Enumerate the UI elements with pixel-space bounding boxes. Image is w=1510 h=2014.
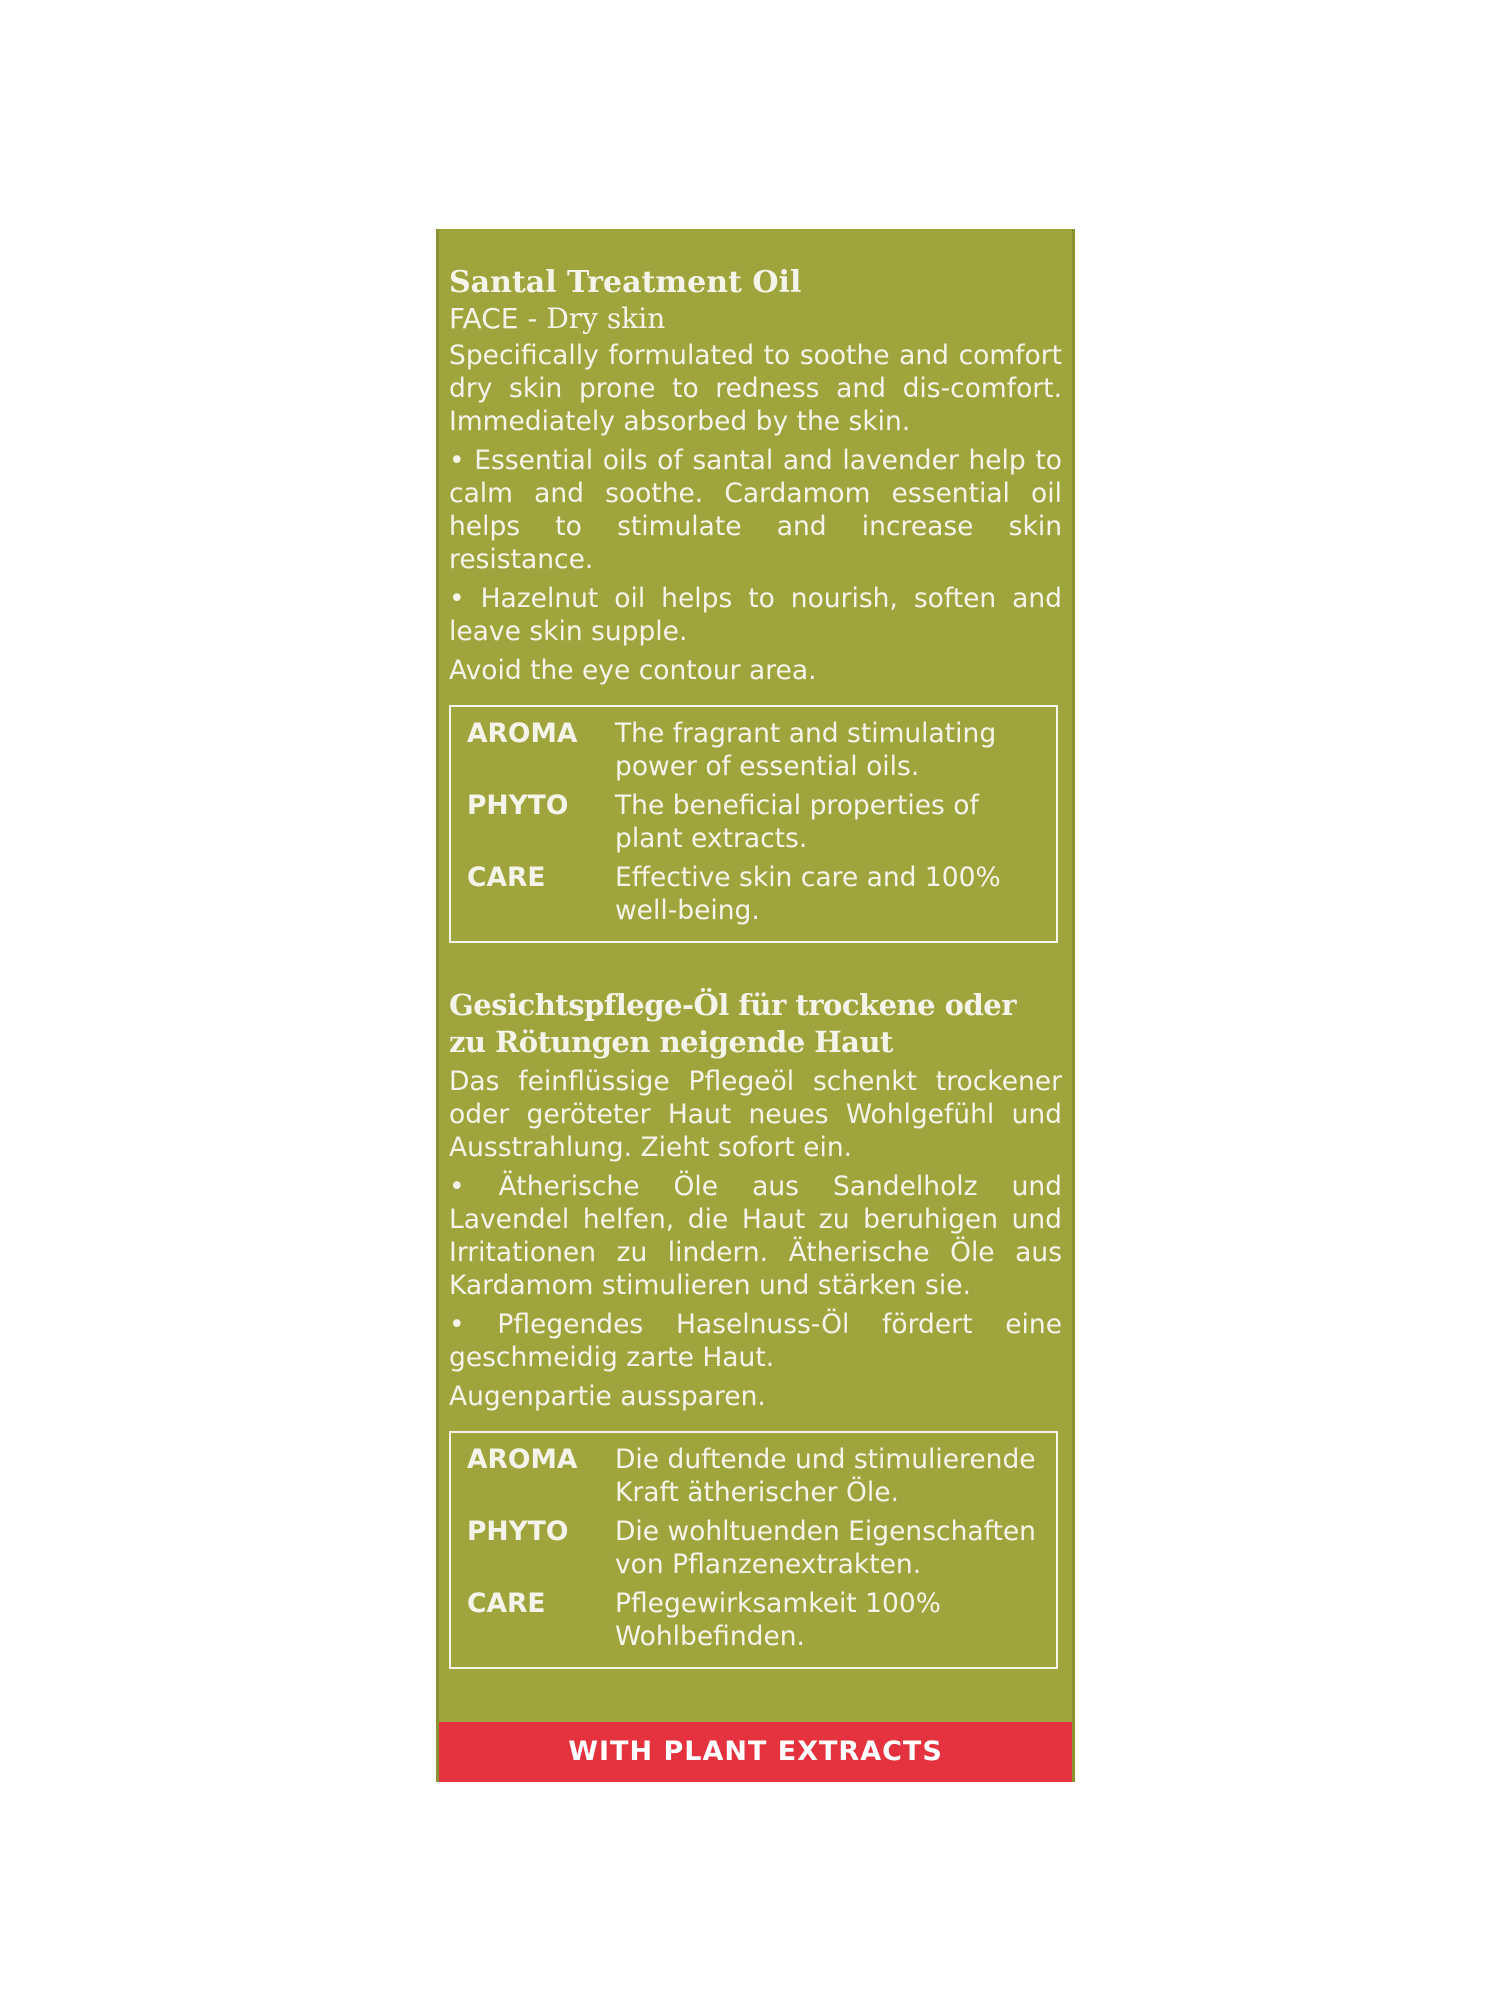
german-description: Das feinflüssige Pflegeöl schenkt trockener oder geröteter Haut neues Wohlgefühl und Ausstrahlung. Zieht sofort ein. [449,1066,1062,1163]
english-benefits-box [449,705,1058,943]
english-usage-note: Avoid the eye contour area. [449,655,817,686]
benefit-row-phyto [467,1515,1044,1581]
product-title: Santal Treatment Oil [449,265,802,300]
german-benefits-box [449,1431,1058,1669]
benefit-key: AROMA [467,718,578,749]
english-bullet-essential-oils: • Essential oils of santal and lavender help to calm and soothe. Cardamom essential oil helps to stimulate and increase skin resistance. [449,445,1062,575]
english-description: Specifically formulated to soothe and comfort dry skin prone to redness and dis-comfort. Immediately absorbed by the skin. [449,340,1062,437]
german-bullet-hazelnut-oil: • Pflegendes Haselnuss-Öl fördert eine geschmeidig zarte Haut. [449,1309,1062,1373]
benefit-text: Pflegewirksamkeit 100% Wohlbefinden. [615,1588,941,1652]
english-bullet-hazelnut-oil: • Hazelnut oil helps to nourish, soften and leave skin supple. [449,583,1062,647]
benefit-key: CARE [467,1588,546,1619]
benefit-row-care [467,861,1044,927]
benefit-row-aroma [467,1443,1044,1509]
german-usage-note: Augenpartie aussparen. [449,1381,766,1412]
german-heading: Gesichtspflege-Öl für trockene oder zu Rötungen neigende Haut [449,988,1017,1059]
benefit-row-aroma [467,717,1044,783]
benefit-text: Die duftende und stimulierende Kraft ätherischer Öle. [615,1444,1036,1508]
product-label-panel [436,229,1075,1782]
benefit-text: The beneficial properties of plant extracts. [615,790,979,854]
benefit-key: CARE [467,862,546,893]
benefit-key: PHYTO [467,790,569,821]
benefit-text: The fragrant and stimulating power of essential oils. [615,718,997,782]
benefit-row-care [467,1587,1044,1653]
benefit-key: PHYTO [467,1516,569,1547]
benefit-row-phyto [467,789,1044,855]
plant-extracts-banner: WITH PLANT EXTRACTS [439,1722,1072,1782]
label-content [449,265,1062,1713]
product-subtitle [449,301,1062,337]
subtitle-prefix: FACE - [449,302,547,335]
subtitle-skin-type: Dry skin [546,302,666,335]
benefit-text: Effective skin care and 100% well-being. [615,862,1001,926]
benefit-key: AROMA [467,1444,578,1475]
german-bullet-essential-oils: • Ätherische Öle aus Sandelholz und Lavendel helfen, die Haut zu beruhigen und Irritationen zu lindern. Ätherische Öle aus Kardamom stimulieren und stärken sie. [449,1171,1062,1301]
benefit-text: Die wohltuenden Eigenschaften von Pflanzenextrakten. [615,1516,1036,1580]
